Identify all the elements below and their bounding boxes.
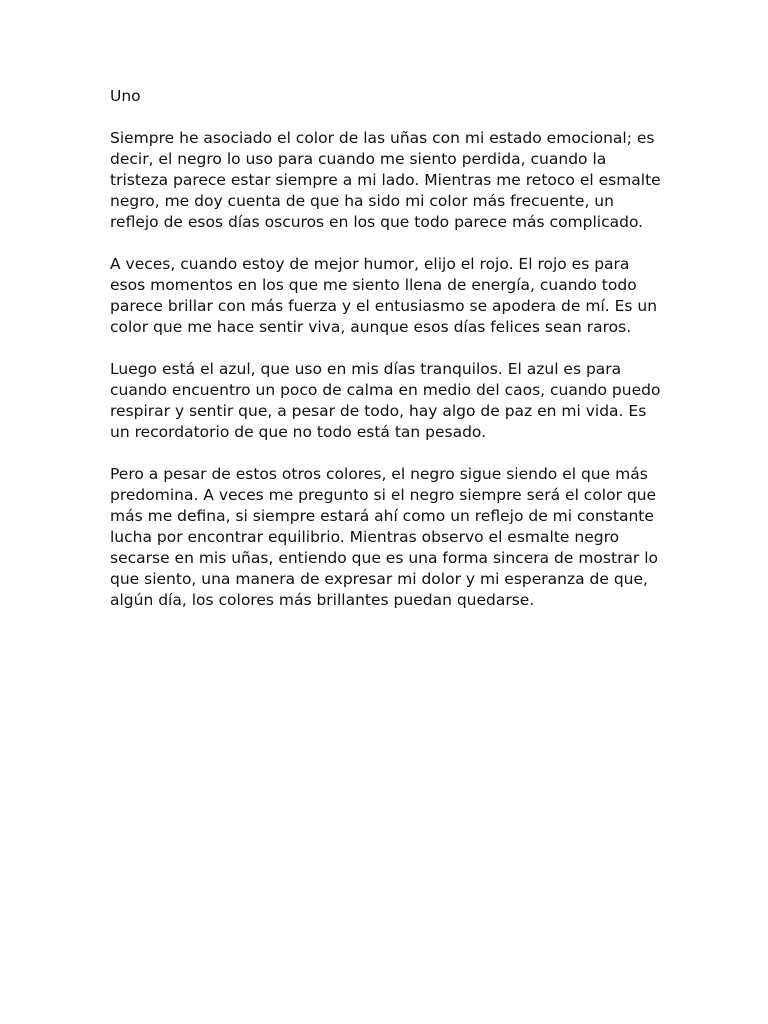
document-body — [110, 86, 662, 632]
paragraph-1: Siempre he asociado el color de las uñas con mi estado emocional; es decir, el negro lo uso para cuando me siento perdida, cuando la tristeza parece estar siempre a mi lado. Mientras me retoco el esmalte negro, me doy cuenta de que ha sido mi color más frecuente, un reflejo de esos días oscuros en los que todo parece más complicado. — [110, 129, 661, 231]
paragraph-2: A veces, cuando estoy de mejor humor, elijo el rojo. El rojo es para esos momentos en los que me siento llena de energía, cuando todo parece brillar con más fuerza y el entusiasmo se apodera de mí. Es un color que me hace sentir viva, aunque esos días felices sean raros. — [110, 255, 658, 336]
paragraph-4: Pero a pesar de estos otros colores, el negro sigue siendo el que más predomina. A veces me pregunto si el negro siempre será el color que más me defina, si siempre estará ahí como un reflejo de mi constante lucha por encontrar equilibrio. Mientras observo el esmalte negro secarse en mis uñas, entiendo que es una forma sincera de mostrar lo que siento, una manera de expresar mi dolor y mi esperanza de que, algún día, los colores más brillantes puedan quedarse. — [110, 465, 659, 609]
document-title: Uno — [110, 87, 141, 105]
paragraph-3: Luego está el azul, que uso en mis días tranquilos. El azul es para cuando encuentro un poco de calma en medio del caos, cuando puedo respirar y sentir que, a pesar de todo, hay algo de paz en mi vida. Es un recordatorio de que no todo está tan pesado. — [110, 360, 661, 441]
